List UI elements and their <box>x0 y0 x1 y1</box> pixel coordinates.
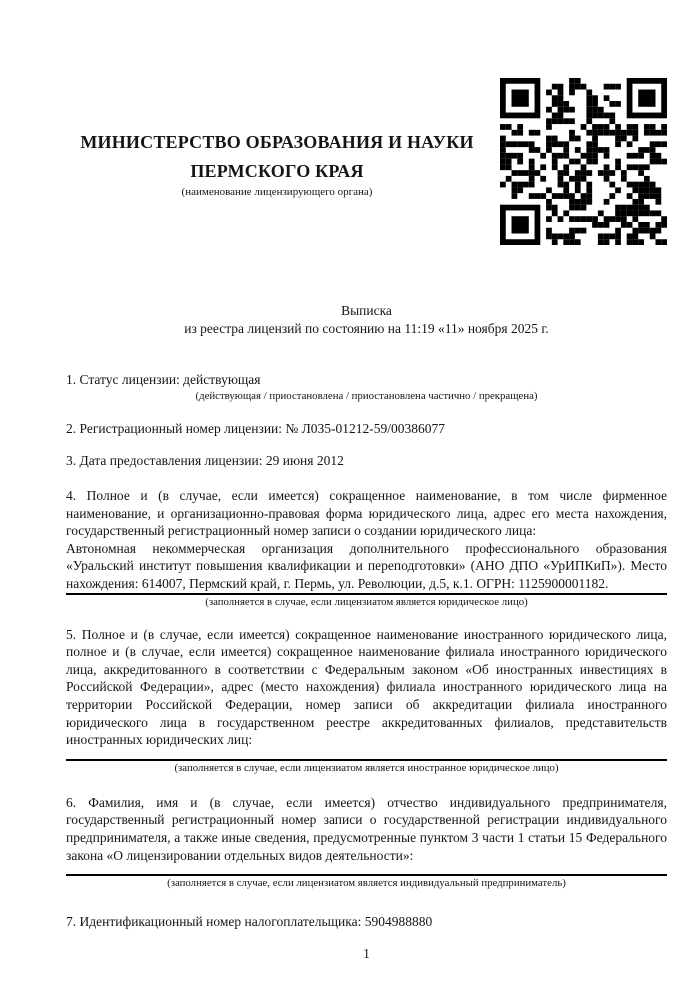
authority-name-line1: МИНИСТЕРСТВО ОБРАЗОВАНИЯ И НАУКИ <box>80 132 474 152</box>
item-registration-number <box>66 420 667 438</box>
item-individual-entrepreneur <box>66 794 667 891</box>
license-status-options-caption: (действующая / приостановлена / приостановлена частично / прекращена) <box>195 390 538 402</box>
license-items <box>66 371 667 931</box>
legal-entity-caption: (заполняется в случае, если лицензиатом является юридическое лицо) <box>205 595 528 608</box>
legal-entity-question: 4. Полное и (в случае, если имеется) сокращенное наименование, в том числе фирменное наименование, и организационно-правовая форма юридического лица, адрес его места нахождения, государственный регистрационный номер записи о создании юридического лица: <box>66 488 667 539</box>
licensing-authority-name <box>66 128 488 186</box>
item-taxpayer-id <box>66 913 667 931</box>
item-grant-date <box>66 452 667 470</box>
taxpayer-id-text: 7. Идентификационный номер налогоплательщика: 5904988880 <box>66 914 433 930</box>
foreign-entity-answer <box>66 749 667 759</box>
legal-entity-answer: Автономная некоммерческая организация дополнительного профессионального образования «Уральский институт повышения квалификации и переподготовки» (АНО ДПО «УрИПКиП»). Место нахождения: 614007, Пермский край, г. Пермь, ул. Революции, д.5, к.1. ОГРН: 1125900001182. <box>66 540 667 591</box>
licensing-authority-block <box>66 78 500 198</box>
authority-caption: (наименование лицензирующего органа) <box>181 186 373 198</box>
document-title-line1: Выписка <box>341 303 392 318</box>
document-header <box>66 78 667 245</box>
item-foreign-entity <box>66 626 667 776</box>
registration-number-text: 2. Регистрационный номер лицензии: № Л035-01212-59/00386077 <box>66 421 446 436</box>
page-number: 1 <box>363 946 370 962</box>
qr-code <box>500 78 667 245</box>
item-legal-entity <box>66 487 667 610</box>
foreign-entity-question: 5. Полное и (в случае, если имеется) сокращенное наименование иностранного юридического лица, полное и (в случае, если имеется) сокращенное наименование филиала иностранного юридического лица, аккредитованного в соответствии с Федеральным законом «Об иностранных инвестициях в Российской Федерации», адрес (место нахождения) филиала иностранного юридического лица на территории Российской Федерации, номер записи об аккредитации филиала иностранного юридического лица в государственном реестре аккредитованных филиалов, представительств иностранных юридических лиц: <box>66 626 667 748</box>
individual-entrepreneur-caption: (заполняется в случае, если лицензиатом является индивидуальный предприниматель) <box>167 877 566 890</box>
authority-name-line2: ПЕРМСКОГО КРАЯ <box>190 161 364 181</box>
license-status-text: 1. Статус лицензии: действующая <box>66 372 261 387</box>
foreign-entity-caption: (заполняется в случае, если лицензиатом является иностранное юридическое лицо) <box>174 761 559 774</box>
document-title-line2: из реестра лицензий по состоянию на 11:19 «11» ноября 2025 г. <box>184 321 549 336</box>
individual-entrepreneur-answer-space <box>66 864 667 874</box>
item-license-status <box>66 371 667 404</box>
document-title <box>66 302 667 338</box>
grant-date-text: 3. Дата предоставления лицензии: 29 июня 2012 <box>66 453 344 468</box>
individual-entrepreneur-question: 6. Фамилия, имя и (в случае, если имеется) отчество индивидуального предпринимателя, государственный регистрационный номер записи о государственной регистрации индивидуального предпринимателя, а также иные сведения, предусмотренные пунктом 3 части 1 статьи 15 Федерального закона «О лицензировании отдельных видов деятельности»: <box>66 794 667 863</box>
